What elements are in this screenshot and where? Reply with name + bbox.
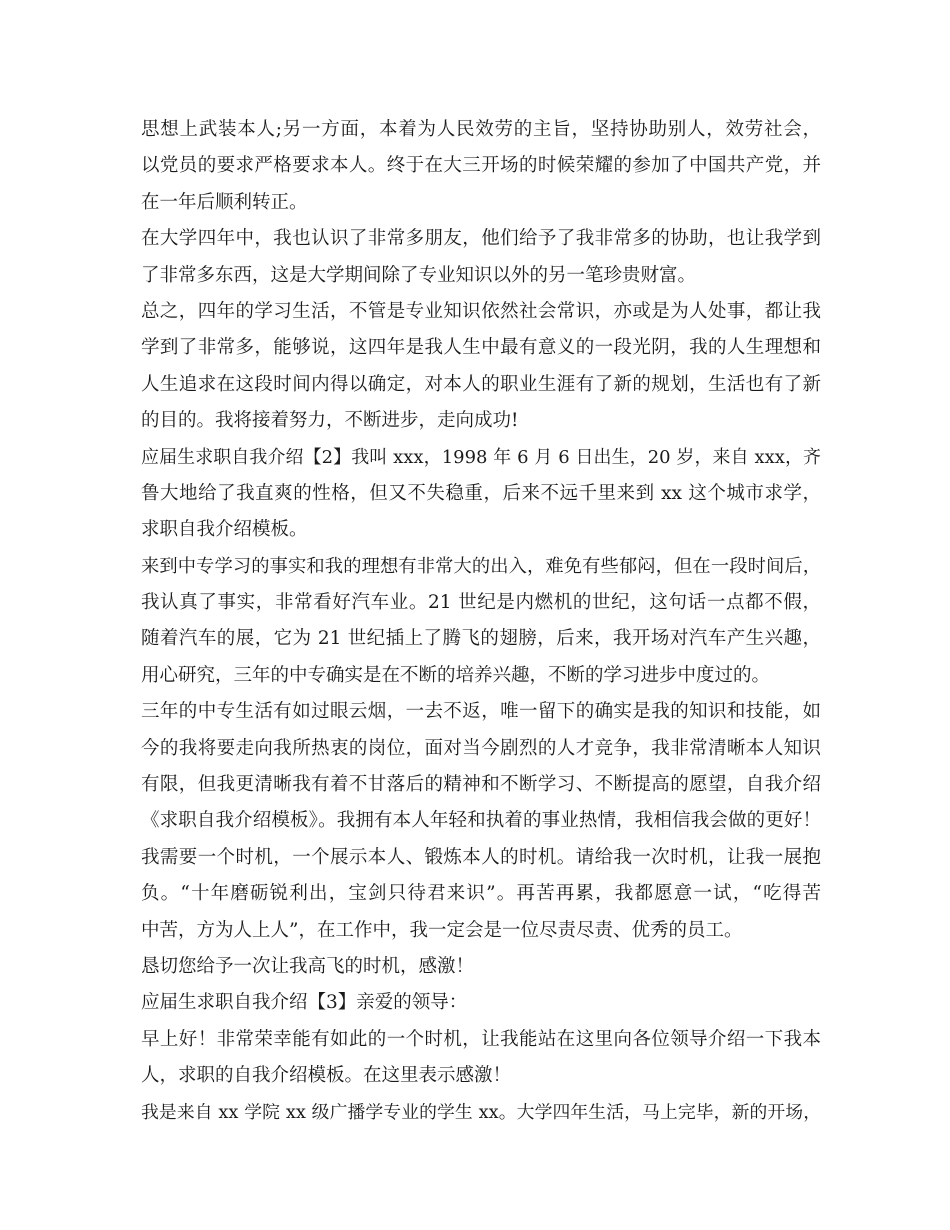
text-line: 人，求职的自我介绍模板。在这里表示感激！ xyxy=(141,1065,512,1087)
text-line: 负。“十年磨砺锐利出，宝剑只待君来识”。再苦再累，我都愿意一试，“吃得苦 xyxy=(141,883,821,905)
text-line: 三年的中专生活有如过眼云烟，一去不返，唯一留下的确实是我的知识和技能，如 xyxy=(141,701,821,723)
text-line: 我是来自 xx 学院 xx 级广播学专业的学生 xx。大学四年生活，马上完毕，新的开场， xyxy=(141,1101,821,1123)
text-line: 学到了非常多，能够说，这四年是我人生中最有意义的一段光阴，我的人生理想和 xyxy=(141,337,821,359)
text-line: 应届生求职自我介绍【2】我叫 xxx，1998 年 6 月 6 日出生，20 岁，来自 xxx，齐 xyxy=(141,446,821,468)
text-line: 以党员的要求严格要求本人。终于在大三开场的时候荣耀的参加了中国共产党，并 xyxy=(141,155,821,177)
text-line: 应届生求职自我介绍【3】亲爱的领导： xyxy=(141,992,468,1014)
text-line: 我需要一个时机，一个展示本人、锻炼本人的时机。请给我一次时机，让我一展抱 xyxy=(141,846,821,868)
text-line: 早上好！非常荣幸能有如此的一个时机，让我能站在这里向各位领导介绍一下我本 xyxy=(141,1028,821,1050)
text-line: 用心研究，三年的中专确实是在不断的培养兴趣，不断的学习进步中度过的。 xyxy=(141,664,771,686)
text-line: 人生追求在这段时间内得以确定，对本人的职业生涯有了新的规划，生活也有了新 xyxy=(141,373,821,395)
text-line: 今的我将要走向我所热衷的岗位，面对当今剧烈的人才竞争，我非常清晰本人知识 xyxy=(141,737,821,759)
text-line: 在大学四年中，我也认识了非常多朋友，他们给予了我非常多的协助，也让我学到 xyxy=(141,228,821,250)
text-line: 鲁大地给了我直爽的性格，但又不失稳重，后来不远千里来到 xx 这个城市求学， xyxy=(141,482,821,504)
text-line: 了非常多东西，这是大学期间除了专业知识以外的另一笔珍贵财富。 xyxy=(141,264,697,286)
text-line: 总之，四年的学习生活，不管是专业知识依然社会常识，亦或是为人处事，都让我 xyxy=(141,300,821,322)
text-line: 在一年后顺利转正。 xyxy=(141,191,308,213)
document-body xyxy=(141,112,821,1131)
text-line: 思想上武装本人;另一方面，本着为人民效劳的主旨，坚持协助别人，效劳社会， xyxy=(141,119,821,140)
text-line: 有限，但我更清晰我有着不甘落后的精神和不断学习、不断提高的愿望，自我介绍 xyxy=(141,774,821,796)
text-line: 恳切您给予一次让我高飞的时机，感激！ xyxy=(141,955,475,977)
text-line: 来到中专学习的事实和我的理想有非常大的出入，难免有些郁闷，但在一段时间后， xyxy=(141,555,821,577)
text-line: 中苦，方为人上人”，在工作中，我一定会是一位尽责尽责、优秀的员工。 xyxy=(141,919,743,941)
text-line: 求职自我介绍模板。 xyxy=(141,519,308,541)
text-line: 的目的。我将接着努力，不断进步，走向成功! xyxy=(141,410,519,432)
text-line: 随着汽车的展，它为 21 世纪插上了腾飞的翅膀，后来，我开场对汽车产生兴趣， xyxy=(141,628,821,650)
text-line: 《求职自我介绍模板》。我拥有本人年轻和执着的事业热情，我相信我会做的更好！ xyxy=(141,810,821,832)
text-line: 我认真了事实，非常看好汽车业。21 世纪是内燃机的世纪，这句话一点都不假， xyxy=(141,592,821,614)
